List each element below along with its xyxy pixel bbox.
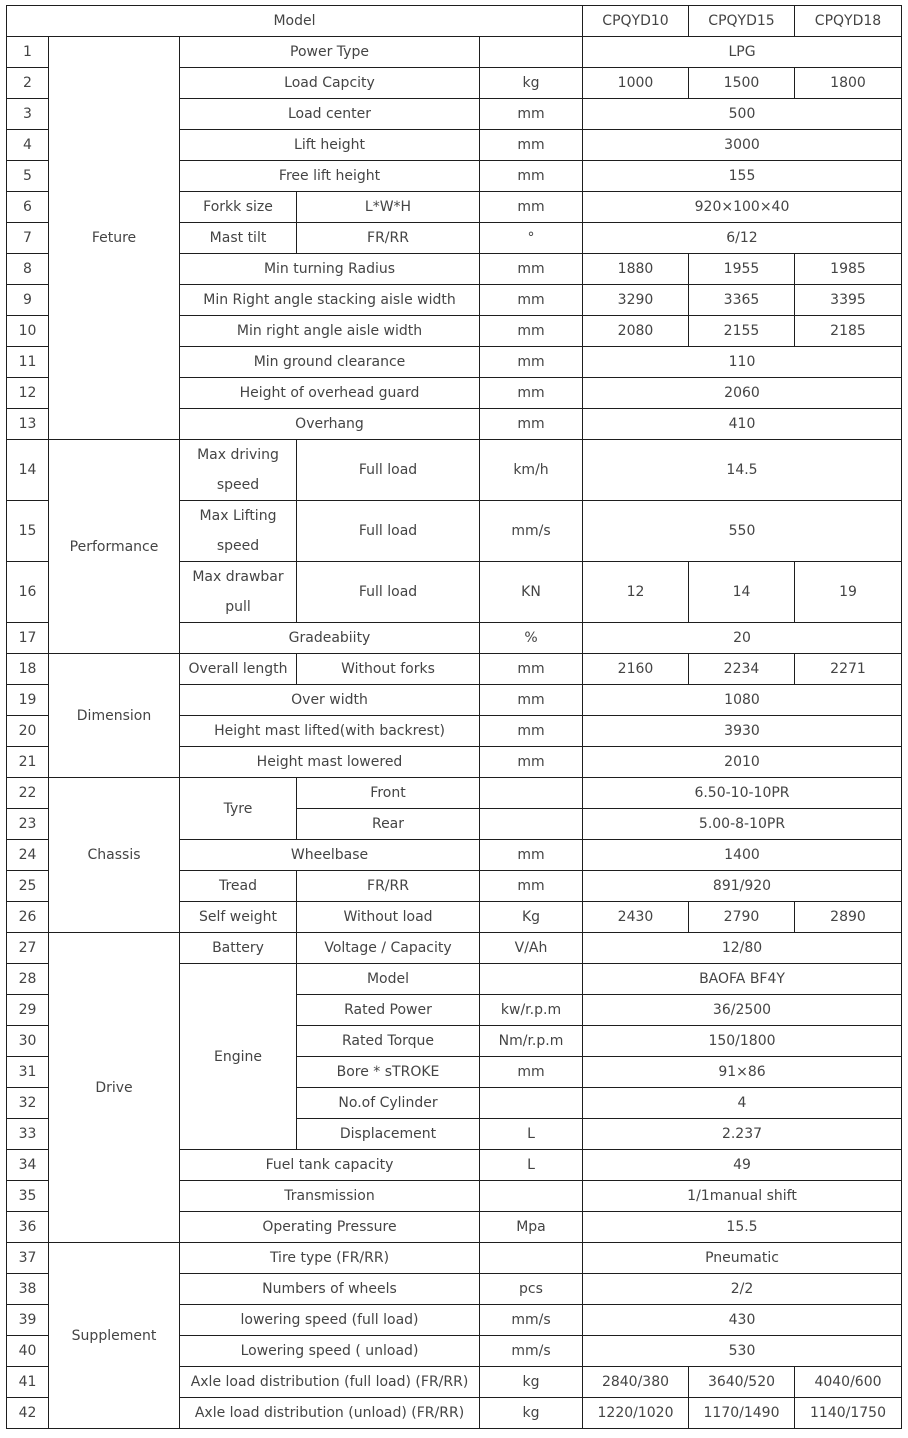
value-cell: 4040/600 <box>795 1367 902 1398</box>
unit-cell: kg <box>480 1367 583 1398</box>
param-name: Axle load distribution (unload) (FR/RR) <box>180 1398 480 1429</box>
unit-cell: kg <box>480 68 583 99</box>
param-sub: No.of Cylinder <box>297 1088 480 1119</box>
value-cell: 12/80 <box>583 933 902 964</box>
param-name: Lift height <box>180 130 480 161</box>
row-number: 14 <box>7 440 49 501</box>
param-name: Min turning Radius <box>180 254 480 285</box>
row-number: 42 <box>7 1398 49 1429</box>
value-cell: 150/1800 <box>583 1026 902 1057</box>
unit-cell: mm <box>480 1057 583 1088</box>
value-cell: 2430 <box>583 902 689 933</box>
param-sub: L*W*H <box>297 192 480 223</box>
unit-cell: Mpa <box>480 1212 583 1243</box>
value-cell: 12 <box>583 562 689 623</box>
value-cell: 410 <box>583 409 902 440</box>
param-sub: Voltage / Capacity <box>297 933 480 964</box>
param-name: Free lift height <box>180 161 480 192</box>
row-number: 31 <box>7 1057 49 1088</box>
value-cell: 2790 <box>689 902 795 933</box>
row-number: 17 <box>7 623 49 654</box>
unit-cell: mm <box>480 161 583 192</box>
table-row <box>7 440 902 501</box>
row-number: 32 <box>7 1088 49 1119</box>
param-sub: FR/RR <box>297 871 480 902</box>
value-cell: 36/2500 <box>583 995 902 1026</box>
unit-cell <box>480 1088 583 1119</box>
param-sub: Bore * sTROKE <box>297 1057 480 1088</box>
row-number: 40 <box>7 1336 49 1367</box>
value-cell: 920×100×40 <box>583 192 902 223</box>
value-cell: 6/12 <box>583 223 902 254</box>
table-row <box>7 933 902 964</box>
row-number: 39 <box>7 1305 49 1336</box>
unit-cell: mm <box>480 654 583 685</box>
value-cell: 155 <box>583 161 902 192</box>
category-performance: Performance <box>49 440 180 654</box>
row-number: 16 <box>7 562 49 623</box>
param-sub: Full load <box>297 501 480 562</box>
row-number: 41 <box>7 1367 49 1398</box>
param-name: Min right angle aisle width <box>180 316 480 347</box>
param-name: Overall length <box>180 654 297 685</box>
value-cell: 3395 <box>795 285 902 316</box>
unit-cell: KN <box>480 562 583 623</box>
unit-cell: mm <box>480 871 583 902</box>
param-name: Load Capcity <box>180 68 480 99</box>
unit-cell: mm/s <box>480 1336 583 1367</box>
unit-cell: mm <box>480 716 583 747</box>
value-cell: 3000 <box>583 130 902 161</box>
value-cell: 2080 <box>583 316 689 347</box>
param-name: Load center <box>180 99 480 130</box>
param-name: Min Right angle stacking aisle width <box>180 285 480 316</box>
unit-cell <box>480 1243 583 1274</box>
unit-cell: L <box>480 1150 583 1181</box>
value-cell: 1985 <box>795 254 902 285</box>
value-cell: 49 <box>583 1150 902 1181</box>
param-name: Wheelbase <box>180 840 480 871</box>
header-model-name: CPQYD15 <box>689 6 795 37</box>
value-cell: 1/1manual shift <box>583 1181 902 1212</box>
row-number: 33 <box>7 1119 49 1150</box>
value-cell: 3930 <box>583 716 902 747</box>
value-cell: 1800 <box>795 68 902 99</box>
param-name: Height mast lifted(with backrest) <box>180 716 480 747</box>
param-name: Self weight <box>180 902 297 933</box>
param-name: Fuel tank capacity <box>180 1150 480 1181</box>
value-cell: 2010 <box>583 747 902 778</box>
unit-cell: mm <box>480 99 583 130</box>
row-number: 27 <box>7 933 49 964</box>
param-sub: Model <box>297 964 480 995</box>
unit-cell: pcs <box>480 1274 583 1305</box>
row-number: 23 <box>7 809 49 840</box>
table-row <box>7 778 902 809</box>
value-cell: 1880 <box>583 254 689 285</box>
value-cell: 20 <box>583 623 902 654</box>
value-cell: 2060 <box>583 378 902 409</box>
value-cell: 3290 <box>583 285 689 316</box>
unit-cell <box>480 37 583 68</box>
row-number: 18 <box>7 654 49 685</box>
value-cell: 530 <box>583 1336 902 1367</box>
param-sub: Rated Power <box>297 995 480 1026</box>
param-name: Overhang <box>180 409 480 440</box>
row-number: 26 <box>7 902 49 933</box>
row-number: 1 <box>7 37 49 68</box>
unit-cell: mm <box>480 378 583 409</box>
row-number: 7 <box>7 223 49 254</box>
param-name: Height mast lowered <box>180 747 480 778</box>
spec-table <box>6 5 902 1429</box>
param-name: Axle load distribution (full load) (FR/RR) <box>180 1367 480 1398</box>
value-cell: 2840/380 <box>583 1367 689 1398</box>
unit-cell: mm/s <box>480 501 583 562</box>
unit-cell: Kg <box>480 902 583 933</box>
row-number: 24 <box>7 840 49 871</box>
value-cell: BAOFA BF4Y <box>583 964 902 995</box>
param-name: Max drawbar pull <box>180 562 297 623</box>
value-cell: 2.237 <box>583 1119 902 1150</box>
row-number: 12 <box>7 378 49 409</box>
category-drive: Drive <box>49 933 180 1243</box>
value-cell: 1170/1490 <box>689 1398 795 1429</box>
row-number: 28 <box>7 964 49 995</box>
param-sub: Full load <box>297 562 480 623</box>
value-cell: 430 <box>583 1305 902 1336</box>
param-sub: FR/RR <box>297 223 480 254</box>
param-name: Lowering speed ( unload) <box>180 1336 480 1367</box>
category-dimension: Dimension <box>49 654 180 778</box>
unit-cell: mm <box>480 409 583 440</box>
unit-cell: mm <box>480 747 583 778</box>
group-engine: Engine <box>180 964 297 1150</box>
row-number: 6 <box>7 192 49 223</box>
param-name: Battery <box>180 933 297 964</box>
value-cell: 5.00-8-10PR <box>583 809 902 840</box>
param-name: Min ground clearance <box>180 347 480 378</box>
value-cell: LPG <box>583 37 902 68</box>
param-name: Over width <box>180 685 480 716</box>
value-cell: 1400 <box>583 840 902 871</box>
unit-cell: mm <box>480 130 583 161</box>
param-name: Height of overhead guard <box>180 378 480 409</box>
unit-cell <box>480 1181 583 1212</box>
unit-cell <box>480 809 583 840</box>
value-cell: 1500 <box>689 68 795 99</box>
unit-cell: mm/s <box>480 1305 583 1336</box>
row-number: 29 <box>7 995 49 1026</box>
row-number: 25 <box>7 871 49 902</box>
unit-cell: L <box>480 1119 583 1150</box>
param-sub: Displacement <box>297 1119 480 1150</box>
param-name: Power Type <box>180 37 480 68</box>
row-number: 10 <box>7 316 49 347</box>
param-name: Tire type (FR/RR) <box>180 1243 480 1274</box>
param-name: Transmission <box>180 1181 480 1212</box>
param-sub: Rear <box>297 809 480 840</box>
value-cell: 6.50-10-10PR <box>583 778 902 809</box>
category-supplement: Supplement <box>49 1243 180 1429</box>
unit-cell: mm <box>480 347 583 378</box>
value-cell: 14.5 <box>583 440 902 501</box>
row-number: 19 <box>7 685 49 716</box>
value-cell: 2271 <box>795 654 902 685</box>
row-number: 38 <box>7 1274 49 1305</box>
unit-cell: mm <box>480 840 583 871</box>
header-model-label: Model <box>7 6 583 37</box>
value-cell: 3365 <box>689 285 795 316</box>
unit-cell: kw/r.p.m <box>480 995 583 1026</box>
value-cell: 1140/1750 <box>795 1398 902 1429</box>
value-cell: 2/2 <box>583 1274 902 1305</box>
table-row <box>7 1243 902 1274</box>
value-cell: 891/920 <box>583 871 902 902</box>
value-cell: 4 <box>583 1088 902 1119</box>
param-sub: Rated Torque <box>297 1026 480 1057</box>
row-number: 8 <box>7 254 49 285</box>
param-sub: Full load <box>297 440 480 501</box>
row-number: 13 <box>7 409 49 440</box>
row-number: 4 <box>7 130 49 161</box>
table-row <box>7 37 902 68</box>
value-cell: 500 <box>583 99 902 130</box>
unit-cell: mm <box>480 685 583 716</box>
value-cell: 19 <box>795 562 902 623</box>
row-number: 36 <box>7 1212 49 1243</box>
value-cell: 2234 <box>689 654 795 685</box>
param-name: Operating Pressure <box>180 1212 480 1243</box>
unit-cell: mm <box>480 285 583 316</box>
table-row <box>7 654 902 685</box>
row-number: 15 <box>7 501 49 562</box>
row-number: 9 <box>7 285 49 316</box>
value-cell: 1000 <box>583 68 689 99</box>
param-name: Max Lifting speed <box>180 501 297 562</box>
value-cell: 15.5 <box>583 1212 902 1243</box>
row-number: 22 <box>7 778 49 809</box>
param-name: Numbers of wheels <box>180 1274 480 1305</box>
value-cell: 2890 <box>795 902 902 933</box>
unit-cell <box>480 778 583 809</box>
header-row <box>7 6 902 37</box>
param-name: Gradeabiity <box>180 623 480 654</box>
row-number: 21 <box>7 747 49 778</box>
value-cell: 91×86 <box>583 1057 902 1088</box>
unit-cell: ° <box>480 223 583 254</box>
row-number: 11 <box>7 347 49 378</box>
value-cell: 14 <box>689 562 795 623</box>
value-cell: 1220/1020 <box>583 1398 689 1429</box>
param-name: Forkk size <box>180 192 297 223</box>
unit-cell: mm <box>480 316 583 347</box>
header-model-name: CPQYD18 <box>795 6 902 37</box>
value-cell: 2155 <box>689 316 795 347</box>
value-cell: 1080 <box>583 685 902 716</box>
row-number: 20 <box>7 716 49 747</box>
value-cell: 2185 <box>795 316 902 347</box>
row-number: 3 <box>7 99 49 130</box>
param-name: Max driving speed <box>180 440 297 501</box>
unit-cell: km/h <box>480 440 583 501</box>
unit-cell: Nm/r.p.m <box>480 1026 583 1057</box>
unit-cell: V/Ah <box>480 933 583 964</box>
row-number: 37 <box>7 1243 49 1274</box>
row-number: 30 <box>7 1026 49 1057</box>
row-number: 34 <box>7 1150 49 1181</box>
unit-cell: kg <box>480 1398 583 1429</box>
value-cell: 2160 <box>583 654 689 685</box>
unit-cell: % <box>480 623 583 654</box>
group-tyre: Tyre <box>180 778 297 840</box>
unit-cell <box>480 964 583 995</box>
param-name: Mast tilt <box>180 223 297 254</box>
value-cell: 1955 <box>689 254 795 285</box>
param-sub: Without load <box>297 902 480 933</box>
param-sub: Without forks <box>297 654 480 685</box>
value-cell: 3640/520 <box>689 1367 795 1398</box>
unit-cell: mm <box>480 192 583 223</box>
value-cell: 550 <box>583 501 902 562</box>
param-name: Tread <box>180 871 297 902</box>
category-chassis: Chassis <box>49 778 180 933</box>
unit-cell: mm <box>480 254 583 285</box>
value-cell: Pneumatic <box>583 1243 902 1274</box>
row-number: 2 <box>7 68 49 99</box>
row-number: 5 <box>7 161 49 192</box>
value-cell: 110 <box>583 347 902 378</box>
row-number: 35 <box>7 1181 49 1212</box>
param-sub: Front <box>297 778 480 809</box>
category-feture: Feture <box>49 37 180 440</box>
param-name: lowering speed (full load) <box>180 1305 480 1336</box>
header-model-name: CPQYD10 <box>583 6 689 37</box>
